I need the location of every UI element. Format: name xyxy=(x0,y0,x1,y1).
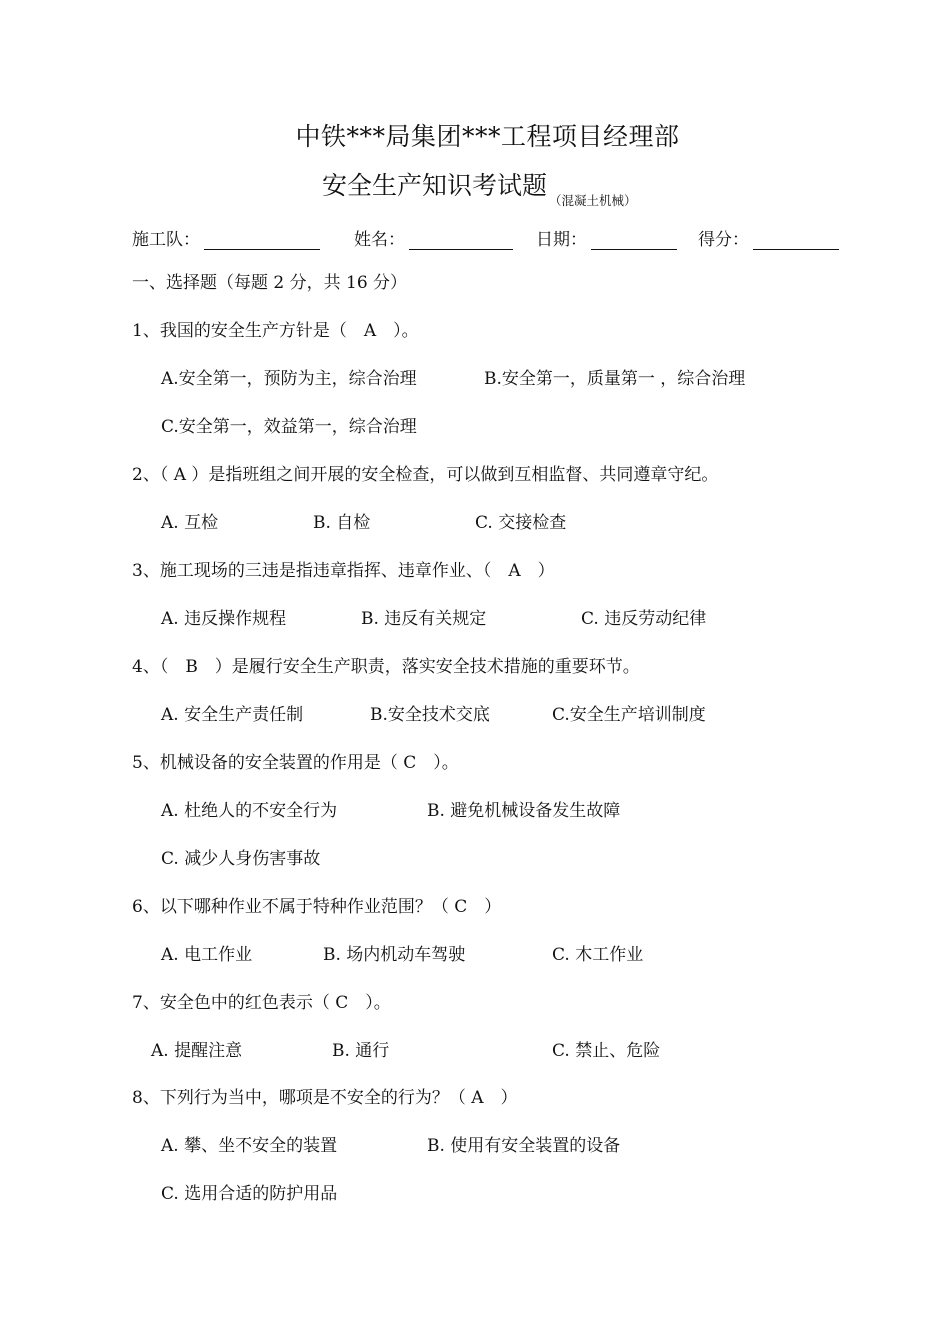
option-b: B. 使用有安全装置的设备 xyxy=(427,1136,621,1156)
option-c: C.安全生产培训制度 xyxy=(552,705,706,725)
option-c: C. 违反劳动纪律 xyxy=(581,609,707,629)
name-label: 姓名： xyxy=(354,230,405,250)
score-blank[interactable] xyxy=(753,231,839,250)
name-blank[interactable] xyxy=(409,231,513,250)
option-c: C. 木工作业 xyxy=(552,945,644,965)
question-stem: 6、以下哪种作业不属于特种作业范围？（ C ） xyxy=(132,897,502,917)
option-a: A. 攀、坐不安全的装置 xyxy=(161,1136,338,1156)
question-stem: 5、机械设备的安全装置的作用是（ C ）。 xyxy=(132,753,459,773)
question-stem: 3、施工现场的三违是指违章指挥、违章作业、（ A ） xyxy=(132,561,555,581)
exam-title-text: 安全生产知识考试题 xyxy=(322,171,548,200)
score-label: 得分： xyxy=(698,230,749,250)
option-a: A. 互检 xyxy=(161,513,219,533)
option-a: A. 提醒注意 xyxy=(151,1041,243,1061)
option-b: B.安全技术交底 xyxy=(370,705,490,725)
option-a: A. 违反操作规程 xyxy=(161,609,287,629)
question-stem: 4、（ B ）是履行安全生产职责，落实安全技术措施的重要环节。 xyxy=(132,657,640,677)
option-b: B. 违反有关规定 xyxy=(361,609,487,629)
question-stem: 8、下列行为当中，哪项是不安全的行为？（ A ） xyxy=(132,1088,518,1108)
option-c: C. 选用合适的防护用品 xyxy=(161,1184,338,1204)
section-heading: 一、选择题（每题 2 分，共 16 分） xyxy=(132,273,408,293)
option-c: C. 减少人身伤害事故 xyxy=(161,849,321,869)
option-b: B. 避免机械设备发生故障 xyxy=(427,801,621,821)
document-title: 中铁***局集团***工程项目经理部 xyxy=(295,122,680,151)
date-blank[interactable] xyxy=(591,231,677,250)
exam-subtitle: （混凝土机械） xyxy=(549,193,637,208)
option-c: C.安全第一，效益第一，综合治理 xyxy=(161,417,417,437)
score-field xyxy=(698,225,839,250)
question-stem: 2、（ A ）是指班组之间开展的安全检查，可以做到互相监督、共同遵章守纪。 xyxy=(132,465,719,485)
option-a: A. 杜绝人的不安全行为 xyxy=(161,801,338,821)
exam-title xyxy=(322,166,637,208)
team-blank[interactable] xyxy=(204,231,320,250)
team-label: 施工队： xyxy=(132,230,200,250)
option-a: A. 电工作业 xyxy=(161,945,253,965)
option-b: B. 场内机动车驾驶 xyxy=(323,945,466,965)
team-field xyxy=(132,225,320,250)
candidate-info-row xyxy=(132,225,844,251)
question-stem: 1、我国的安全生产方针是（ A ）。 xyxy=(132,321,419,341)
option-b: B. 自检 xyxy=(313,513,371,533)
option-b: B. 通行 xyxy=(332,1041,390,1061)
option-c: C. 禁止、危险 xyxy=(552,1041,661,1061)
option-a: A.安全第一，预防为主，综合治理 xyxy=(161,369,417,389)
name-field xyxy=(354,225,513,250)
question-stem: 7、安全色中的红色表示（ C ）。 xyxy=(132,993,391,1013)
option-b: B.安全第一，质量第一 ，综合治理 xyxy=(484,369,746,389)
option-a: A. 安全生产责任制 xyxy=(161,705,304,725)
date-label: 日期： xyxy=(536,230,587,250)
option-c: C. 交接检查 xyxy=(475,513,567,533)
date-field xyxy=(536,225,677,250)
